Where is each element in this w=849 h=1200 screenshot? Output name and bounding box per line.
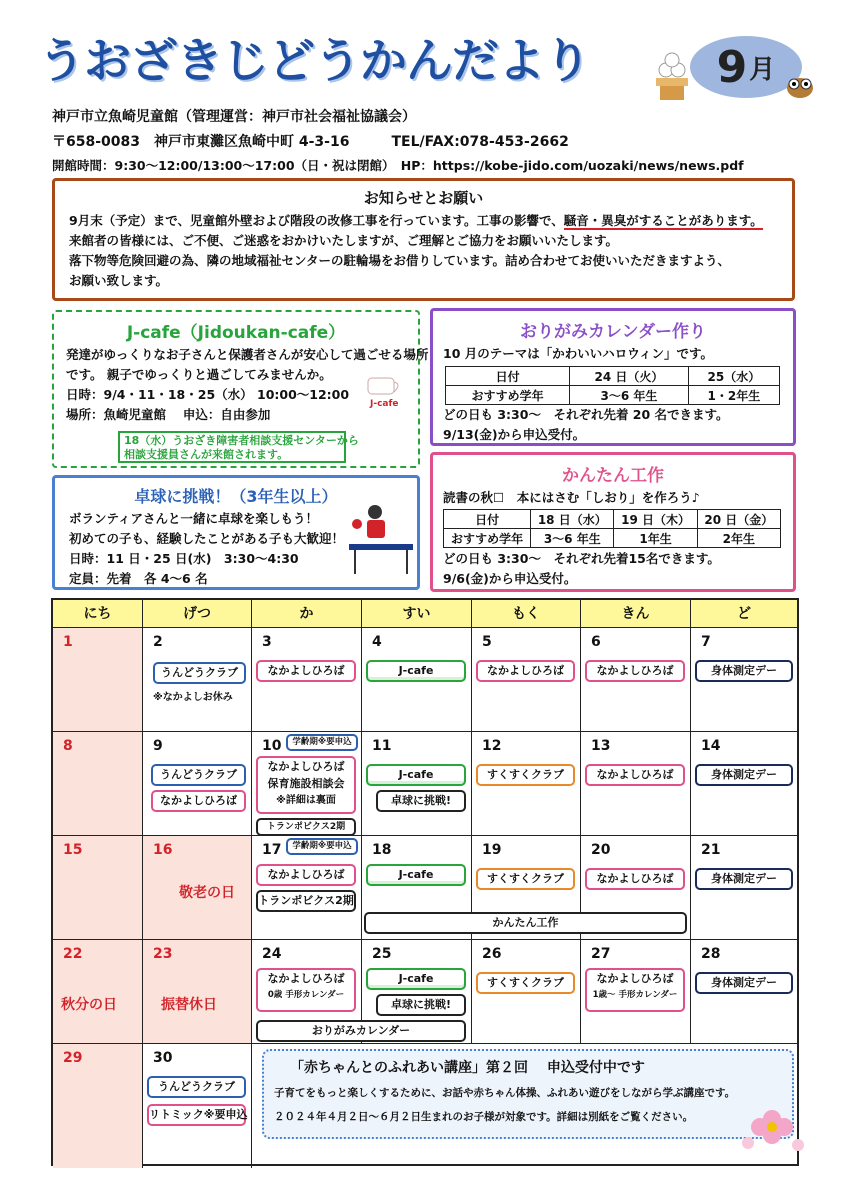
day-number: 17 [262, 842, 282, 858]
kantan-title: かんたん工作 [562, 466, 664, 486]
cosmos-flower-icon [732, 1095, 812, 1155]
origami-d1: 24 日（火） [570, 367, 689, 386]
day-number: 29 [63, 1050, 83, 1066]
notice-line4: お願い致します。 [69, 273, 169, 288]
day-header-tue: か [252, 600, 362, 628]
jcafe-line2: です。 親子でゆっくりと過ごしてみませんか。 [66, 367, 332, 382]
pingpong-title: 卓球に挑戦！（3年生以上） [134, 487, 338, 506]
origami-theme: 10 月のテーマは「かわいいハロウィン」です。 [443, 346, 713, 361]
day-number: 3 [262, 634, 272, 650]
holiday-label: 敬老の日 [179, 885, 235, 901]
day-number: 6 [591, 634, 601, 650]
kantan-d3: 20 日（金） [697, 510, 780, 529]
origami-g2: 1・2年生 [688, 386, 779, 405]
origami-h-date: 日付 [446, 367, 570, 386]
event-handprint-label: 0歳 手形カレンダー [267, 990, 345, 1000]
kantan-h-grade: おすすめ学年 [444, 529, 531, 548]
origami-h-grade: おすすめ学年 [446, 386, 570, 405]
table-tennis-icon [345, 500, 415, 580]
kantan-g1: 3～6 年生 [531, 529, 614, 548]
event-takkyu[interactable]: 卓球に挑戦! [376, 790, 466, 812]
page-title: うおざきじどうかんだより [38, 34, 590, 89]
hours-homepage: 開館時間：9:30～12:00/13:00～17:00（日・祝は閉館） HP：https://kobe-jido.com/uozaki/news/news.pdf [52, 158, 744, 173]
event-handprint-label: 1歳～ 手形カレンダー [592, 990, 678, 1000]
calendar-cell [53, 628, 143, 732]
pingpong-line4: 定員：先着 各 4～6 名 [69, 571, 208, 586]
event-hoiku-line: 保育施設相談会 [267, 777, 345, 790]
day-number: 28 [701, 946, 721, 962]
tsukimi-dango-icon [648, 40, 694, 106]
day-number: 11 [372, 738, 392, 754]
origami-line1: どの日も 3:30～ それぞれ先着 20 名できます。 [443, 407, 729, 422]
day-number: 5 [482, 634, 492, 650]
day-number: 8 [63, 738, 73, 754]
facility-name: 神戸市立魚崎児童館（管理運営：神戸市社会福祉協議会） [52, 109, 416, 125]
event-sukusuku[interactable]: すくすくクラブ [476, 972, 575, 994]
calendar-cell [53, 940, 143, 1044]
day-header-fri: きん [581, 600, 691, 628]
kantan-g3: 2年生 [697, 529, 780, 548]
event-undou[interactable]: うんどうクラブ [153, 662, 246, 684]
day-number: 7 [701, 634, 711, 650]
event-undou[interactable]: うんどうクラブ [147, 1076, 246, 1098]
jcafe-box [52, 310, 429, 468]
day-header-sun: にち [53, 600, 143, 628]
day-number: 1 [63, 634, 73, 650]
address-phone: 〒658-0083 神戸市東灘区魚崎中町 4-3-16 TEL/FAX:078-453-2662 [52, 134, 569, 150]
holiday-label: 振替休日 [161, 997, 217, 1013]
calendar-cell [53, 836, 143, 940]
cafe-cup-icon [362, 368, 412, 412]
event-gakurei[interactable]: 学齢期※要申込 [286, 734, 358, 751]
event-sokutei[interactable]: 身体測定デー [695, 764, 793, 786]
kantan-g2: 1年生 [614, 529, 697, 548]
kantan-line1: どの日も 3:30～ それぞれ先着15名できます。 [443, 551, 720, 566]
event-nakayoshi-label: なかよしひろば [596, 972, 674, 985]
jcafe-line3: 日時：9/4・11・18・25（水） 10:00～12:00 [66, 387, 350, 402]
event-nakayoshi-handprint[interactable] [256, 968, 356, 1012]
kantan-box [430, 452, 796, 592]
notice-line1 [69, 211, 792, 231]
jcafe-title: J-cafe（Jidoukan-cafe） [126, 323, 346, 343]
event-sukusuku[interactable]: すくすくクラブ [476, 868, 575, 890]
day-number: 14 [701, 738, 721, 754]
baby-course-box [262, 1049, 794, 1139]
baby-course-line1: 子育てをもっと楽しくするために、お話や赤ちゃん体操、ふれあい遊びをしながら学ぶ講座です。 [274, 1087, 736, 1099]
notice-title: お知らせとお願い [363, 189, 484, 207]
cafe-logo-text: J-cafe [370, 399, 399, 409]
day-number: 30 [153, 1050, 173, 1066]
event-hoiku-line: ※詳細は裏面 [276, 795, 336, 806]
event-nakayoshi-handprint[interactable] [585, 968, 685, 1012]
event-undou[interactable]: うんどうクラブ [151, 764, 246, 786]
day-number: 26 [482, 946, 502, 962]
event-nakayoshi[interactable]: なかよしひろば [256, 660, 356, 682]
event-nakayoshi[interactable]: なかよしひろば [151, 790, 246, 812]
day-header-mon: げつ [143, 600, 252, 628]
notice-line2: 来館者の皆様には、ご不便、ご迷惑をおかけいたしますが、ご理解とご協力をお願いいたします。 [69, 233, 619, 248]
pingpong-box [52, 475, 420, 590]
event-sokutei[interactable]: 身体測定デー [695, 972, 793, 994]
day-number: 4 [372, 634, 382, 650]
day-header-sat: ど [691, 600, 797, 628]
event-origami[interactable]: おりがみカレンダー [256, 1020, 466, 1042]
event-hoiku-consult[interactable] [256, 756, 356, 814]
notice-line1b: 騒音・異臭がすることがあります。 [563, 213, 763, 228]
event-gakurei[interactable]: 学齢期※要申込 [286, 838, 358, 855]
event-sukusuku[interactable]: すくすくクラブ [476, 764, 575, 786]
day-number: 15 [63, 842, 83, 858]
baby-course-title: 「赤ちゃんとのふれあい講座」第２回 申込受付中です [290, 1060, 645, 1076]
origami-g1: 3～6 年生 [570, 386, 689, 405]
notice-line3: 落下物等危険回避の為、隣の地域福祉センターの駐輪場をお借りしています。詰め合わせてお使いいただきますよう、 [69, 253, 731, 268]
pingpong-line3: 日時：11 日・25 日(水) 3:30～4:30 [69, 551, 299, 566]
event-jcafe[interactable]: J-cafe [366, 660, 466, 682]
event-nakayoshi[interactable]: なかよしひろば [585, 764, 685, 786]
event-jcafe[interactable]: J-cafe [366, 864, 466, 886]
day-number: 27 [591, 946, 611, 962]
event-tramp[interactable]: トランポビクス2期 [256, 818, 356, 836]
day-number: 24 [262, 946, 282, 962]
event-jcafe[interactable]: J-cafe [366, 968, 466, 990]
kantan-line2: 9/6(金)から申込受付。 [443, 571, 577, 586]
notice-box [52, 178, 795, 301]
day-number: 10 [262, 738, 282, 754]
month-unit: 月 [749, 54, 776, 85]
jcafe-note [118, 431, 359, 463]
pingpong-line2: 初めての子も、経験したことがある子も大歓迎！ [69, 531, 345, 546]
kantan-d2: 19 日（木） [614, 510, 697, 529]
event-nakayoshi[interactable]: なかよしひろば [476, 660, 575, 682]
notice-line1a: 9月末（予定）まで、児童館外壁および階段の改修工事を行っています。工事の影響で、 [69, 213, 564, 228]
kantan-d1: 18 日（水） [531, 510, 614, 529]
holiday-label: 秋分の日 [61, 997, 117, 1013]
event-sokutei[interactable]: 身体測定デー [695, 868, 793, 890]
day-number: 25 [372, 946, 392, 962]
origami-table [445, 366, 780, 405]
event-note: ※なかよしお休み [153, 692, 233, 703]
day-number: 23 [153, 946, 173, 962]
day-number: 18 [372, 842, 392, 858]
origami-line2: 9/13(金)から申込受付。 [443, 427, 586, 442]
jcafe-note-line1: 18（水）うおざき障害者相談支援センターから [124, 434, 359, 447]
kantan-table [443, 509, 781, 548]
day-number: 19 [482, 842, 502, 858]
event-nakayoshi[interactable]: なかよしひろば [256, 864, 356, 886]
day-number: 21 [701, 842, 721, 858]
cricket-icon [782, 60, 818, 104]
day-header-thu: もく [472, 600, 581, 628]
day-number: 22 [63, 946, 83, 962]
calendar-cell [53, 1044, 143, 1168]
event-ritomic[interactable]: リトミック※要申込 [147, 1104, 246, 1126]
day-number: 20 [591, 842, 611, 858]
jcafe-note-line2: 相談支援員さんが来館されます。 [124, 448, 289, 461]
day-number: 13 [591, 738, 611, 754]
kantan-h-date: 日付 [444, 510, 531, 529]
origami-box [430, 308, 796, 446]
kantan-intro: 読書の秋☐ 本にはさむ「しおり」を作ろう♪ [443, 490, 700, 505]
event-jcafe[interactable]: J-cafe [366, 764, 466, 786]
baby-course-line2: ２０２４年４月２日～６月２日生まれのお子様が対象です。詳細は別紙をご覧ください。 [274, 1111, 694, 1123]
event-sokutei[interactable]: 身体測定デー [695, 660, 793, 682]
day-number: 2 [153, 634, 163, 650]
jcafe-line4: 場所：魚崎児童館 申込：自由参加 [66, 407, 271, 422]
event-hoiku-line: なかよしひろば [267, 760, 345, 773]
calendar-cell [143, 940, 252, 1044]
pingpong-line1: ボランティアさんと一緒に卓球を楽しもう！ [69, 511, 319, 526]
event-tramp[interactable]: トランポビクス2期 [256, 890, 356, 912]
day-number: 9 [153, 738, 163, 754]
jcafe-line1: 発達がゆっくりなお子さんと保護者さんが安心して過ごせる場所 [66, 347, 429, 362]
event-nakayoshi[interactable]: なかよしひろば [585, 660, 685, 682]
event-kantan[interactable]: かんたん工作 [364, 912, 687, 934]
day-number: 12 [482, 738, 502, 754]
calendar-cell [53, 732, 143, 836]
origami-d2: 25（水） [688, 367, 779, 386]
event-nakayoshi[interactable]: なかよしひろば [585, 868, 685, 890]
event-nakayoshi-label: なかよしひろば [267, 972, 345, 985]
event-takkyu[interactable]: 卓球に挑戦! [376, 994, 466, 1016]
origami-title: おりがみカレンダー作り [520, 322, 706, 342]
day-number: 16 [153, 842, 173, 858]
month-number: 9 [716, 41, 748, 93]
day-header-wed: すい [362, 600, 472, 628]
